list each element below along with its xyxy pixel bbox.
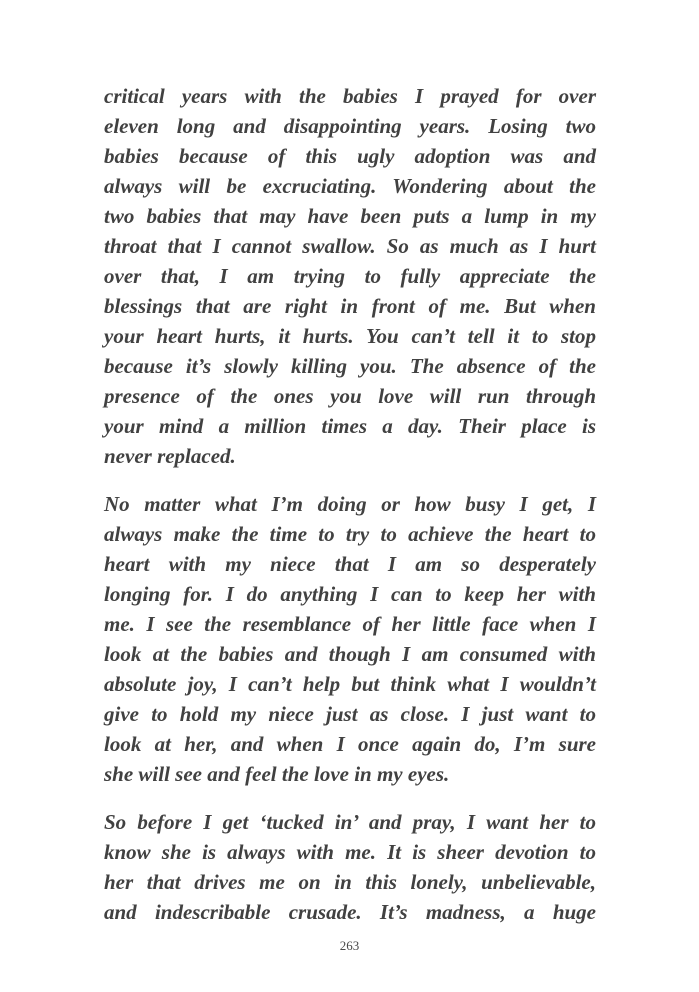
text-line: So before I get ‘tucked in’ and pray, I want her to: [104, 810, 596, 834]
text-line: her that drives me on in this lonely, unbelievable,: [104, 870, 596, 894]
paragraph: [104, 81, 596, 471]
text-line: always make the time to try to achieve the heart to: [104, 522, 596, 546]
text-line: babies because of this ugly adoption was and: [104, 144, 596, 168]
paragraph: [104, 489, 596, 789]
text-line: never replaced.: [104, 444, 236, 468]
text-block: [104, 81, 596, 945]
text-line: eleven long and disappointing years. Losing two: [104, 114, 596, 138]
text-line: longing for. I do anything I can to keep her with: [104, 582, 596, 606]
text-line: because it’s slowly killing you. The absence of the: [104, 354, 596, 378]
text-line: look at her, and when I once again do, I’m sure: [104, 732, 596, 756]
text-line: two babies that may have been puts a lump in my: [104, 204, 596, 228]
text-line: over that, I am trying to fully appreciate the: [104, 264, 596, 288]
text-line: look at the babies and though I am consumed with: [104, 642, 596, 666]
paragraph: [104, 807, 596, 927]
text-line: blessings that are right in front of me. But when: [104, 294, 596, 318]
text-line: she will see and feel the love in my eyes.: [104, 762, 450, 786]
page-number: 263: [339, 938, 360, 953]
text-line: give to hold my niece just as close. I just want to: [104, 702, 596, 726]
text-line: and indescribable crusade. It’s madness, a huge: [104, 900, 596, 924]
text-line: heart with my niece that I am so desperately: [104, 552, 596, 576]
text-line: me. I see the resemblance of her little face when I: [104, 612, 596, 636]
text-line: your heart hurts, it hurts. You can’t tell it to stop: [104, 324, 596, 348]
text-line: throat that I cannot swallow. So as much as I hurt: [104, 234, 596, 258]
text-line: always will be excruciating. Wondering about the: [104, 174, 596, 198]
text-line: know she is always with me. It is sheer devotion to: [104, 840, 596, 864]
text-line: absolute joy, I can’t help but think what I wouldn’t: [104, 672, 596, 696]
text-line: No matter what I’m doing or how busy I get, I: [104, 492, 596, 516]
text-line: your mind a million times a day. Their place is: [104, 414, 596, 438]
text-line: presence of the ones you love will run through: [104, 384, 596, 408]
text-line: critical years with the babies I prayed for over: [104, 84, 596, 108]
